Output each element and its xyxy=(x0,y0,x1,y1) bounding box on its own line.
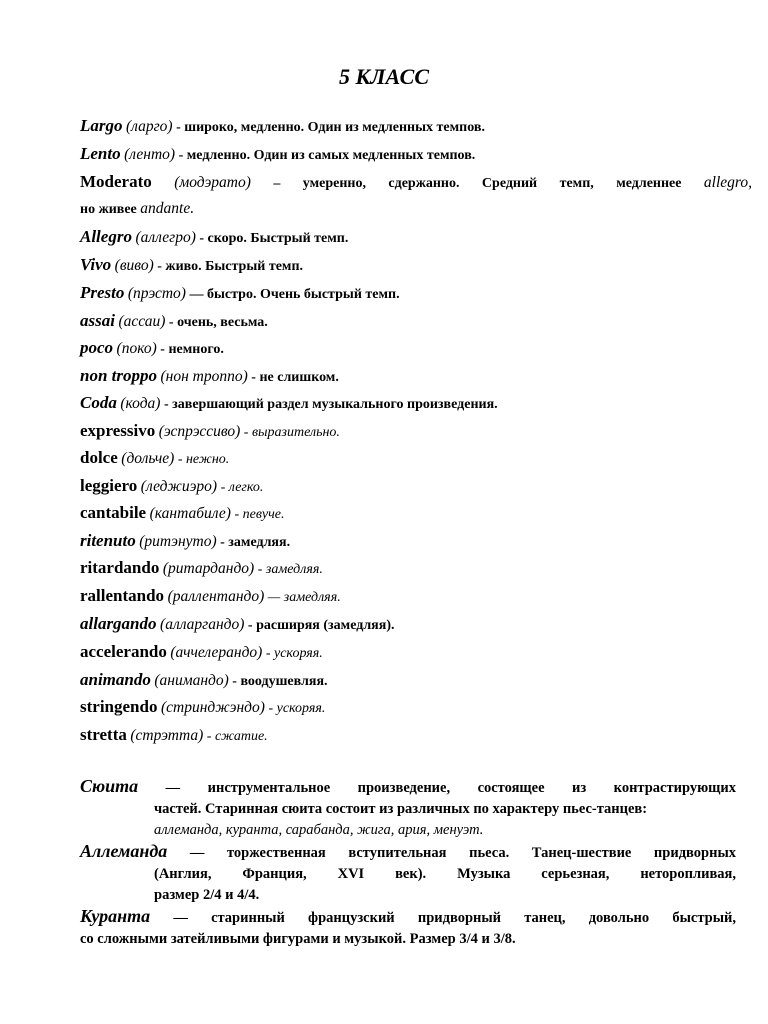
term-separator: - xyxy=(157,259,162,274)
term-non-troppo xyxy=(80,365,752,387)
definition-line: инструментальное произведение, состоящее из контрастирующих xyxy=(207,780,737,796)
term-separator: - xyxy=(220,480,226,495)
term-pronunciation: (анимандо) xyxy=(154,672,229,689)
term-description: ускоряя. xyxy=(276,701,326,716)
definition-dash: — xyxy=(173,910,188,926)
term-separator: – xyxy=(273,176,281,191)
term-pronunciation: (дольче) xyxy=(121,450,175,467)
term-lento xyxy=(80,143,752,165)
term-name: cantabile xyxy=(80,503,147,522)
term-pronunciation: (кантабиле) xyxy=(149,505,231,522)
term-description: медленно. Один из самых медленных темпов. xyxy=(186,148,476,163)
term-pronunciation: (поко) xyxy=(116,340,157,357)
term-pronunciation: (кода) xyxy=(120,395,161,412)
term-animando xyxy=(80,669,752,691)
definition-list: аллеманда, куранта, сарабанда, жига, ария, менуэт. xyxy=(154,822,484,838)
term-name: stringendo xyxy=(80,697,158,716)
term-accelerando xyxy=(80,641,752,663)
definition-line: размер 2/4 и 4/4. xyxy=(154,887,260,903)
term-description: замедляя. xyxy=(265,562,323,577)
term-description: завершающий раздел музыкального произведения. xyxy=(172,397,498,412)
term-name: Vivo xyxy=(80,255,112,274)
term-stretta xyxy=(80,724,752,746)
term-pronunciation: (эспрэссиво) xyxy=(158,423,241,440)
term-name: accelerando xyxy=(80,642,167,661)
term-rallentando xyxy=(80,585,752,607)
term-moderato-line2 xyxy=(80,198,752,220)
term-pronunciation: (раллентандо) xyxy=(167,588,265,605)
term-pronunciation: (аллегро) xyxy=(135,229,196,246)
term-pronunciation: (стрэтта) xyxy=(130,727,204,744)
term-reference: andante. xyxy=(140,200,195,217)
term-pronunciation: (алларгандо) xyxy=(160,616,245,633)
term-separator: - xyxy=(178,148,184,163)
term-separator: - xyxy=(243,425,249,440)
term-description: не слишком. xyxy=(259,370,339,385)
term-cantabile xyxy=(80,502,752,524)
term-description: певуче. xyxy=(242,507,285,522)
term-name: Presto xyxy=(80,283,125,302)
term-name: expressivo xyxy=(80,421,156,440)
term-description: нежно. xyxy=(185,452,230,467)
definition-heading: Аллеманда xyxy=(80,841,168,861)
term-separator: - xyxy=(257,562,263,577)
definition-heading: Сюита xyxy=(80,776,139,796)
definition-dash: — xyxy=(165,780,181,796)
term-poco xyxy=(80,337,752,359)
term-name: rallentando xyxy=(80,586,165,605)
definition-line: старинный французский придворный танец, довольно быстрый, xyxy=(211,910,736,926)
term-largo xyxy=(80,115,752,137)
term-separator: - xyxy=(160,342,165,357)
definition-allemande xyxy=(80,841,736,906)
term-description: выразительно. xyxy=(251,425,340,440)
term-description: широко, медленно. Один из медленных темпов. xyxy=(184,120,485,135)
term-ritardando xyxy=(80,557,752,579)
term-separator: — xyxy=(267,590,281,605)
term-name: Largo xyxy=(80,116,123,135)
term-ritenuto xyxy=(80,530,752,552)
term-name: Coda xyxy=(80,393,117,412)
term-allargando xyxy=(80,613,752,635)
definition-suite xyxy=(80,776,736,841)
term-leggiero xyxy=(80,475,752,497)
term-description: но живее xyxy=(80,202,137,217)
definition-courante xyxy=(80,906,736,950)
term-separator: - xyxy=(168,315,174,330)
term-stringendo xyxy=(80,696,752,718)
term-expressivo xyxy=(80,420,752,442)
term-description: расширяя (замедляя). xyxy=(256,618,395,633)
term-name: allargando xyxy=(80,614,157,633)
definition-heading: Куранта xyxy=(80,906,151,926)
term-separator: - xyxy=(176,120,181,135)
term-separator: - xyxy=(232,674,237,689)
term-description: сжатие. xyxy=(214,729,268,744)
term-separator: - xyxy=(220,535,225,550)
term-pronunciation: (аччелерандо) xyxy=(170,644,263,661)
term-description: скоро. Быстрый темп. xyxy=(207,231,349,246)
term-name: poco xyxy=(80,338,114,357)
definition-dash: — xyxy=(189,845,205,861)
term-pronunciation: (ассаи) xyxy=(118,313,166,330)
term-description: воодушевляя. xyxy=(240,674,328,689)
term-moderato-line1 xyxy=(80,171,752,195)
term-separator: - xyxy=(199,231,205,246)
term-separator: - xyxy=(247,618,253,633)
term-name: Lento xyxy=(80,144,121,163)
term-separator: - xyxy=(265,646,271,661)
definition-line: торжественная вступительная пьеса. Танец-шествие придворных xyxy=(226,845,737,861)
page-title: 5 КЛАСС xyxy=(339,64,429,89)
term-pronunciation: (стринджэндо) xyxy=(160,699,265,716)
term-name: assai xyxy=(80,311,115,330)
term-name: dolce xyxy=(80,448,118,467)
term-vivo xyxy=(80,254,752,276)
term-name: animando xyxy=(80,670,151,689)
term-pronunciation: (нон троппо) xyxy=(160,368,248,385)
term-separator: — xyxy=(189,287,204,302)
term-reference: allegro, xyxy=(703,174,752,191)
term-name: ritenuto xyxy=(80,531,136,550)
term-name: Allegro xyxy=(80,227,132,246)
term-name: ritardando xyxy=(80,558,160,577)
term-allegro xyxy=(80,226,752,248)
term-description: живо. Быстрый темп. xyxy=(165,259,304,274)
term-description: ускоряя. xyxy=(274,646,323,661)
term-name: stretta xyxy=(80,725,127,744)
term-separator: - xyxy=(234,507,240,522)
term-pronunciation: (ларго) xyxy=(126,118,173,135)
term-pronunciation: (прэсто) xyxy=(127,285,186,302)
term-separator: - xyxy=(251,370,256,385)
term-description: легко. xyxy=(228,480,264,495)
term-separator: - xyxy=(177,452,183,467)
term-description: быстро. Очень быстрый темп. xyxy=(206,287,400,302)
term-name: non troppo xyxy=(80,366,157,385)
term-pronunciation: (ритардандо) xyxy=(162,560,255,577)
term-pronunciation: (ритэнуто) xyxy=(139,533,217,550)
definition-line: (Англия, Франция, XVI век). Музыка серьезная, неторопливая, xyxy=(154,866,736,882)
term-description: замедляя. xyxy=(228,535,291,550)
term-separator: - xyxy=(163,397,169,412)
term-pronunciation: (ленто) xyxy=(124,146,176,163)
term-description: очень, весьма. xyxy=(177,315,268,330)
term-presto xyxy=(80,282,752,304)
term-name: Moderato xyxy=(80,172,152,191)
term-pronunciation: (леджиэро) xyxy=(140,478,218,495)
term-assai xyxy=(80,310,752,332)
term-description: немного. xyxy=(168,342,224,357)
definition-line: частей. Старинная сюита состоит из различных по характеру пьес-танцев: xyxy=(154,801,648,817)
term-separator: - xyxy=(268,701,274,716)
term-name: leggiero xyxy=(80,476,138,495)
term-dolce xyxy=(80,447,752,469)
term-description: замедляя. xyxy=(283,590,341,605)
term-separator: - xyxy=(206,729,212,744)
term-pronunciation: (виво) xyxy=(114,257,154,274)
term-coda xyxy=(80,392,752,414)
term-description: умеренно, сдержанно. Средний темп, медленнее xyxy=(302,176,682,191)
term-pronunciation: (модэрато) xyxy=(174,174,251,191)
definition-line: со сложными затейливыми фигурами и музыкой. Размер 3/4 и 3/8. xyxy=(80,931,516,947)
